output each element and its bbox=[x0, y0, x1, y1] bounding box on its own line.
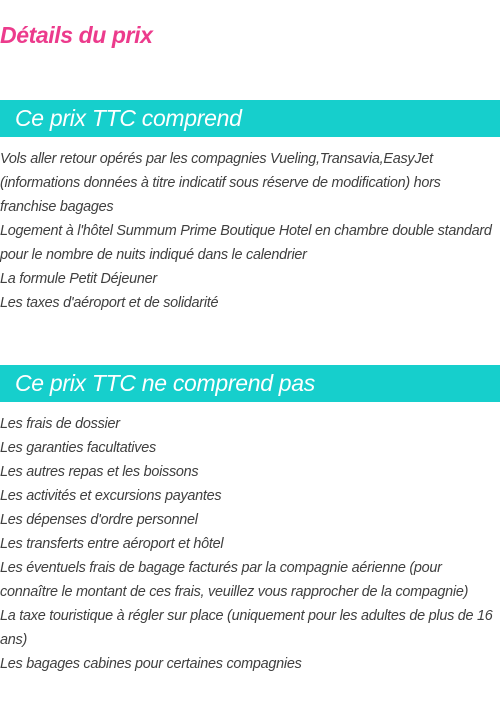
included-section-banner bbox=[0, 100, 500, 137]
excluded-item: Les transferts entre aéroport et hôtel bbox=[0, 536, 224, 552]
excluded-item: La taxe touristique à régler sur place (uniquement pour les adultes de plus de 16 ans) bbox=[0, 608, 493, 648]
page-title: Détails du prix bbox=[0, 22, 153, 48]
excluded-item: Les activités et excursions payantes bbox=[0, 488, 222, 504]
excluded-item: Les frais de dossier bbox=[0, 416, 120, 432]
excluded-section-banner bbox=[0, 365, 500, 402]
included-item: Logement à l'hôtel Summum Prime Boutique Hotel en chambre double standard pour le nombre de nuits indiqué dans le calendrier bbox=[0, 223, 492, 263]
excluded-item: Les dépenses d'ordre personnel bbox=[0, 512, 198, 528]
included-item: Vols aller retour opérés par les compagnies Vueling,Transavia,EasyJet (informations données à titre indicatif sous réserve de modification) hors franchise bagages bbox=[0, 151, 441, 215]
excluded-item: Les garanties facultatives bbox=[0, 440, 156, 456]
excluded-item: Les bagages cabines pour certaines compagnies bbox=[0, 656, 302, 672]
excluded-section-heading: Ce prix TTC ne comprend pas bbox=[15, 370, 315, 396]
included-section-heading: Ce prix TTC comprend bbox=[15, 105, 242, 131]
included-items-list bbox=[0, 147, 500, 315]
excluded-item: Les autres repas et les boissons bbox=[0, 464, 199, 480]
included-item: Les taxes d'aéroport et de solidarité bbox=[0, 295, 219, 311]
excluded-item: Les éventuels frais de bagage facturés par la compagnie aérienne (pour connaître le montant de ces frais, veuillez vous rapprocher de la compagnie) bbox=[0, 560, 469, 600]
included-item: La formule Petit Déjeuner bbox=[0, 271, 157, 287]
excluded-items-list bbox=[0, 412, 500, 676]
